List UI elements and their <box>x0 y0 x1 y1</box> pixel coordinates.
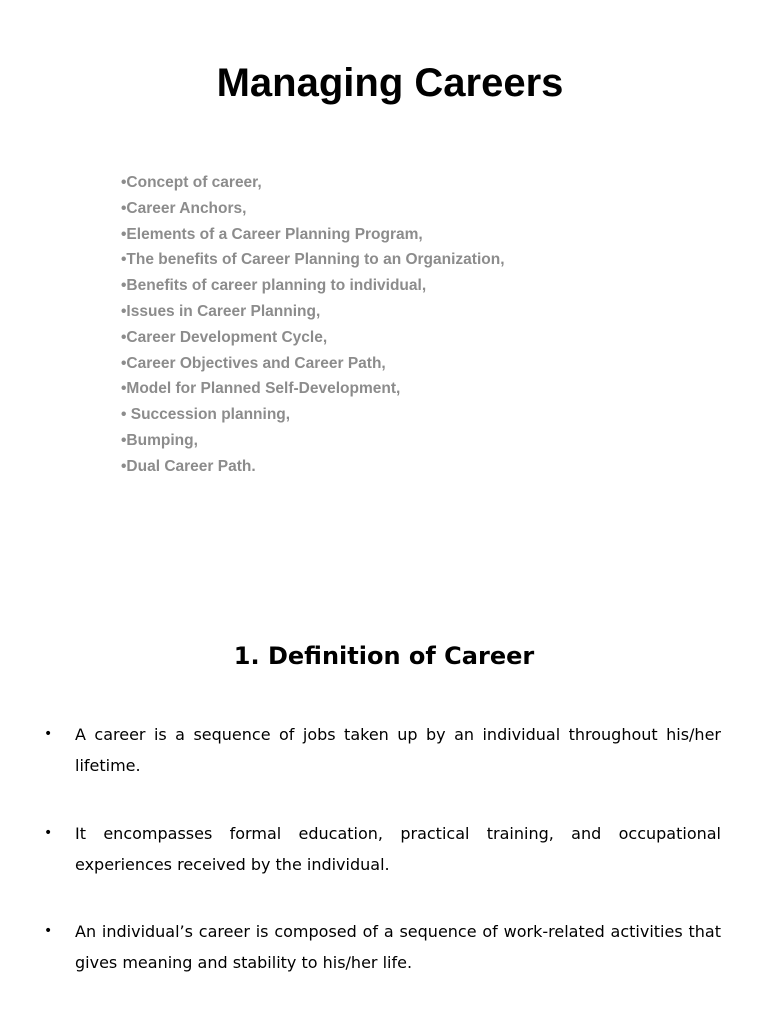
topic-item: •Issues in Career Planning, <box>121 302 321 320</box>
topic-item: •Career Development Cycle, <box>121 328 328 346</box>
topic-item: •The benefits of Career Planning to an Organization, <box>121 251 505 269</box>
document-title: Managing Careers <box>216 61 564 105</box>
topic-item: •Career Objectives and Career Path, <box>121 354 386 372</box>
topic-item: • Succession planning, <box>121 406 291 424</box>
topic-list <box>121 170 505 480</box>
topic-item: •Dual Career Path. <box>121 457 256 475</box>
bullet-icon: • <box>44 726 53 742</box>
topic-item: •Elements of a Career Planning Program, <box>121 225 423 243</box>
topic-item: •Benefits of career planning to individual, <box>121 277 427 295</box>
topic-item: •Model for Planned Self-Development, <box>121 380 401 398</box>
bullet-icon: • <box>44 923 53 939</box>
definition-text: It encompasses formal education, practical training, and occupational experiences received by the individual. <box>75 824 721 874</box>
definition-text: A career is a sequence of jobs taken up by an individual throughout his/her lifetime. <box>75 725 721 775</box>
bullet-icon: • <box>44 825 53 841</box>
section-heading: 1. Definition of Career <box>233 642 535 670</box>
topic-item: •Concept of career, <box>121 174 262 191</box>
topic-item: •Bumping, <box>121 431 198 449</box>
definition-text: An individual’s career is composed of a sequence of work-related activities that gives meaning and stability to his/her life. <box>75 922 721 972</box>
topic-item: •Career Anchors, <box>121 199 247 217</box>
